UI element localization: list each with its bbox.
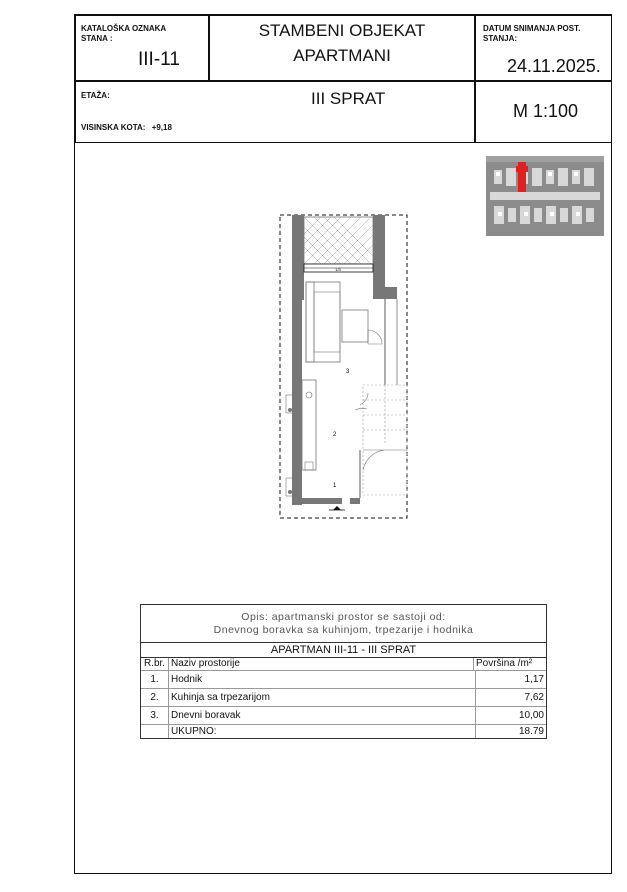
room-table bbox=[140, 604, 547, 739]
col-povrsina: Površina /m² bbox=[476, 658, 533, 669]
title-line2: APARTMANI bbox=[293, 46, 391, 65]
table-total-row: UKUPNO: 18.79 bbox=[141, 725, 546, 738]
key-plan bbox=[486, 156, 606, 238]
window-mark: 1/3 bbox=[335, 267, 341, 272]
col-naziv: Naziv prostorije bbox=[169, 658, 474, 670]
oznaka-value: III-11 bbox=[138, 49, 180, 70]
floor-plan bbox=[205, 200, 435, 530]
room-number-1: 1 bbox=[333, 483, 337, 489]
scale-value: M 1:100 bbox=[513, 101, 579, 121]
table-title: APARTMAN III-11 - III SPRAT bbox=[141, 643, 546, 658]
col-rbr: R.br. bbox=[141, 658, 169, 670]
header-title-box bbox=[208, 15, 476, 82]
header-etaza-box bbox=[75, 80, 476, 143]
etaza-label: ETAŽA: bbox=[81, 91, 110, 100]
datum-value: 24.11.2025. bbox=[507, 56, 601, 76]
room-number-3: 3 bbox=[346, 369, 350, 375]
table-description: Opis: apartmanski prostor se sastoji od: Dnevnog boravka sa kuhinjom, trpezarije i hodnika bbox=[141, 605, 546, 643]
oznaka-label: KATALOŠKA OZNAKA STANA : bbox=[81, 24, 166, 43]
table-row: 2. Kuhinja sa trpezarijom 7,62 bbox=[141, 689, 546, 707]
room-number-2: 2 bbox=[333, 432, 337, 438]
header-datum-box bbox=[474, 15, 612, 82]
header-scale-box bbox=[474, 80, 612, 143]
etaza-value: III SPRAT bbox=[311, 89, 386, 108]
datum-label: DATUM SNIMANJA POST. STANJA: bbox=[483, 24, 581, 43]
kota-label: VISINSKA KOTA: +9,18 bbox=[81, 123, 172, 132]
header-oznaka-box bbox=[75, 15, 210, 82]
title-line1: STAMBENI OBJEKAT bbox=[258, 21, 426, 40]
table-row: 3. Dnevni boravak 10,00 bbox=[141, 707, 546, 725]
table-row: 1. Hodnik 1,17 bbox=[141, 671, 546, 689]
table-header-row bbox=[141, 658, 546, 671]
